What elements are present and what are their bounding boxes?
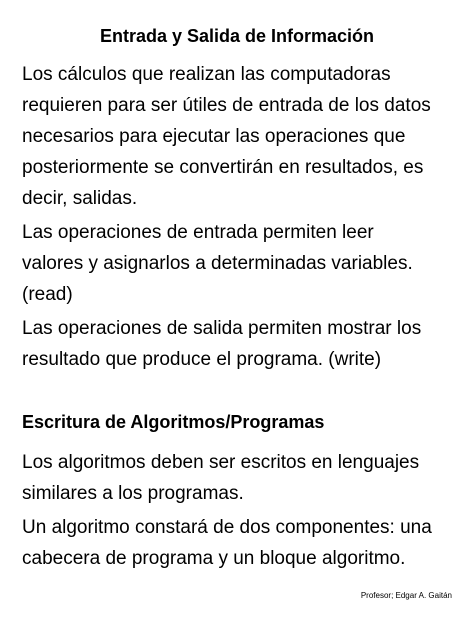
paragraph-line: decir, salidas.	[22, 188, 138, 209]
paragraph-line: similares a los programas.	[22, 483, 244, 504]
paragraph-line: necesarios para ejecutar las operaciones que	[22, 126, 406, 147]
paragraph-line: resultado que produce el programa. (write)	[22, 349, 382, 370]
section-title-entrada-salida: Entrada y Salida de Información	[99, 26, 375, 46]
paragraph-line: Un algoritmo constará de dos componentes: una	[22, 517, 432, 538]
section-title-escritura: Escritura de Algoritmos/Programas	[22, 412, 325, 432]
paragraph-line: cabecera de programa y un bloque algoritmo.	[22, 548, 406, 569]
paragraph-line: (read)	[22, 284, 73, 305]
footer-author: Profesor; Edgar A. Gaitán	[360, 591, 452, 600]
paragraph-line: requieren para ser útiles de entrada de los datos	[22, 95, 431, 116]
paragraph-line: Las operaciones de entrada permiten leer	[22, 222, 374, 243]
paragraph-line: Los cálculos que realizan las computadoras	[22, 64, 391, 85]
paragraph-line: Los algoritmos deben ser escritos en lenguajes	[22, 452, 420, 473]
paragraph-line: posteriormente se convertirán en resultados, es	[22, 157, 424, 178]
paragraph-line: valores y asignarlos a determinadas variables.	[22, 253, 413, 274]
paragraph-line: Las operaciones de salida permiten mostrar los	[22, 318, 422, 339]
